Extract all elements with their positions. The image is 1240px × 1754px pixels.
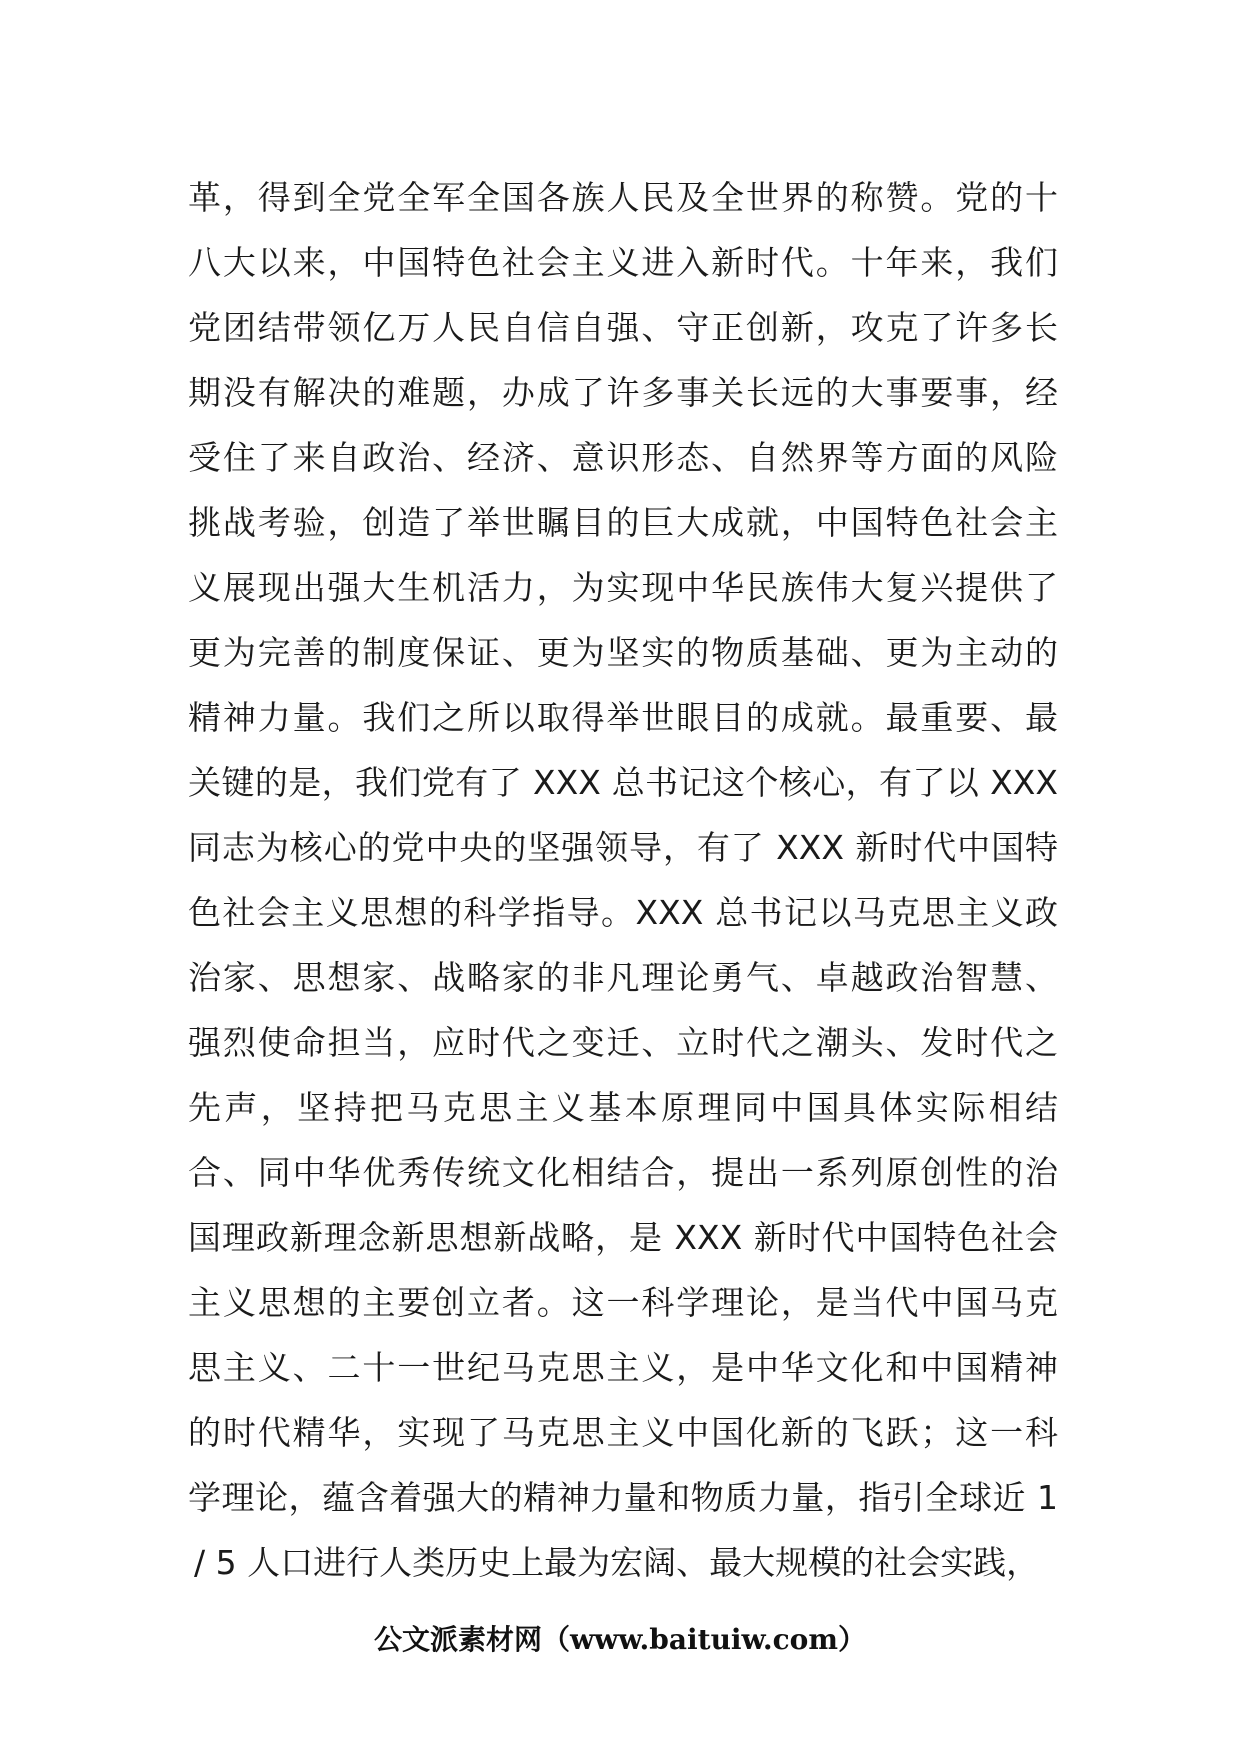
text-line-9: 精神力量。我们之所以取得举世眼目的成就。最重要、最 [188, 698, 1058, 737]
text-line-11: 同志为核心的党中央的坚强领导，有了 XXX 新时代中国特 [188, 828, 1058, 867]
text-line-4: 期没有解决的难题，办成了许多事关长远的大事要事，经 [188, 373, 1058, 412]
text-line-7: 义展现出强大生机活力，为实现中华民族伟大复兴提供了 [188, 568, 1058, 607]
text-line-18: 主义思想的主要创立者。这一科学理论，是当代中国马克 [188, 1283, 1058, 1322]
text-line-3: 党团结带领亿万人民自信自强、守正创新，攻克了许多长 [188, 308, 1058, 347]
text-line-21: 学理论，蕴含着强大的精神力量和物质力量，指引全球近 1 [188, 1478, 1058, 1517]
text-line-2: 八大以来，中国特色社会主义进入新时代。十年来，我们 [188, 243, 1058, 282]
text-line-15: 先声，坚持把马克思主义基本原理同中国具体实际相结 [188, 1088, 1058, 1127]
text-line-13: 治家、思想家、战略家的非凡理论勇气、卓越政治智慧、 [188, 958, 1058, 997]
text-line-5: 受住了来自政治、经济、意识形态、自然界等方面的风险 [188, 438, 1058, 477]
text-line-14: 强烈使命担当，应时代之变迁、立时代之潮头、发时代之 [188, 1023, 1058, 1062]
text-line-6: 挑战考验，创造了举世瞩目的巨大成就，中国特色社会主 [188, 503, 1058, 542]
text-line-1: 革，得到全党全军全国各族人民及全世界的称赞。党的十 [188, 178, 1058, 217]
text-line-10: 关键的是，我们党有了 XXX 总书记这个核心，有了以 XXX [188, 763, 1058, 802]
text-line-16: 合、同中华优秀传统文化相结合，提出一系列原创性的治 [188, 1153, 1058, 1192]
text-line-12: 色社会主义思想的科学指导。XXX 总书记以马克思主义政 [188, 893, 1058, 932]
text-line-20: 的时代精华，实现了马克思主义中国化新的飞跃；这一科 [188, 1413, 1058, 1452]
text-line-8: 更为完善的制度保证、更为坚实的物质基础、更为主动的 [188, 633, 1058, 672]
text-line-22: / 5 人口进行人类历史上最为宏阔、最大规模的社会实践， [194, 1543, 1040, 1582]
text-line-17: 国理政新理念新思想新战略，是 XXX 新时代中国特色社会 [188, 1218, 1058, 1257]
body-paragraph [188, 165, 1058, 1595]
footer-watermark: 公文派素材网（www.baituiw.com） [374, 1623, 866, 1656]
text-line-19: 思主义、二十一世纪马克思主义，是中华文化和中国精神 [188, 1348, 1058, 1387]
